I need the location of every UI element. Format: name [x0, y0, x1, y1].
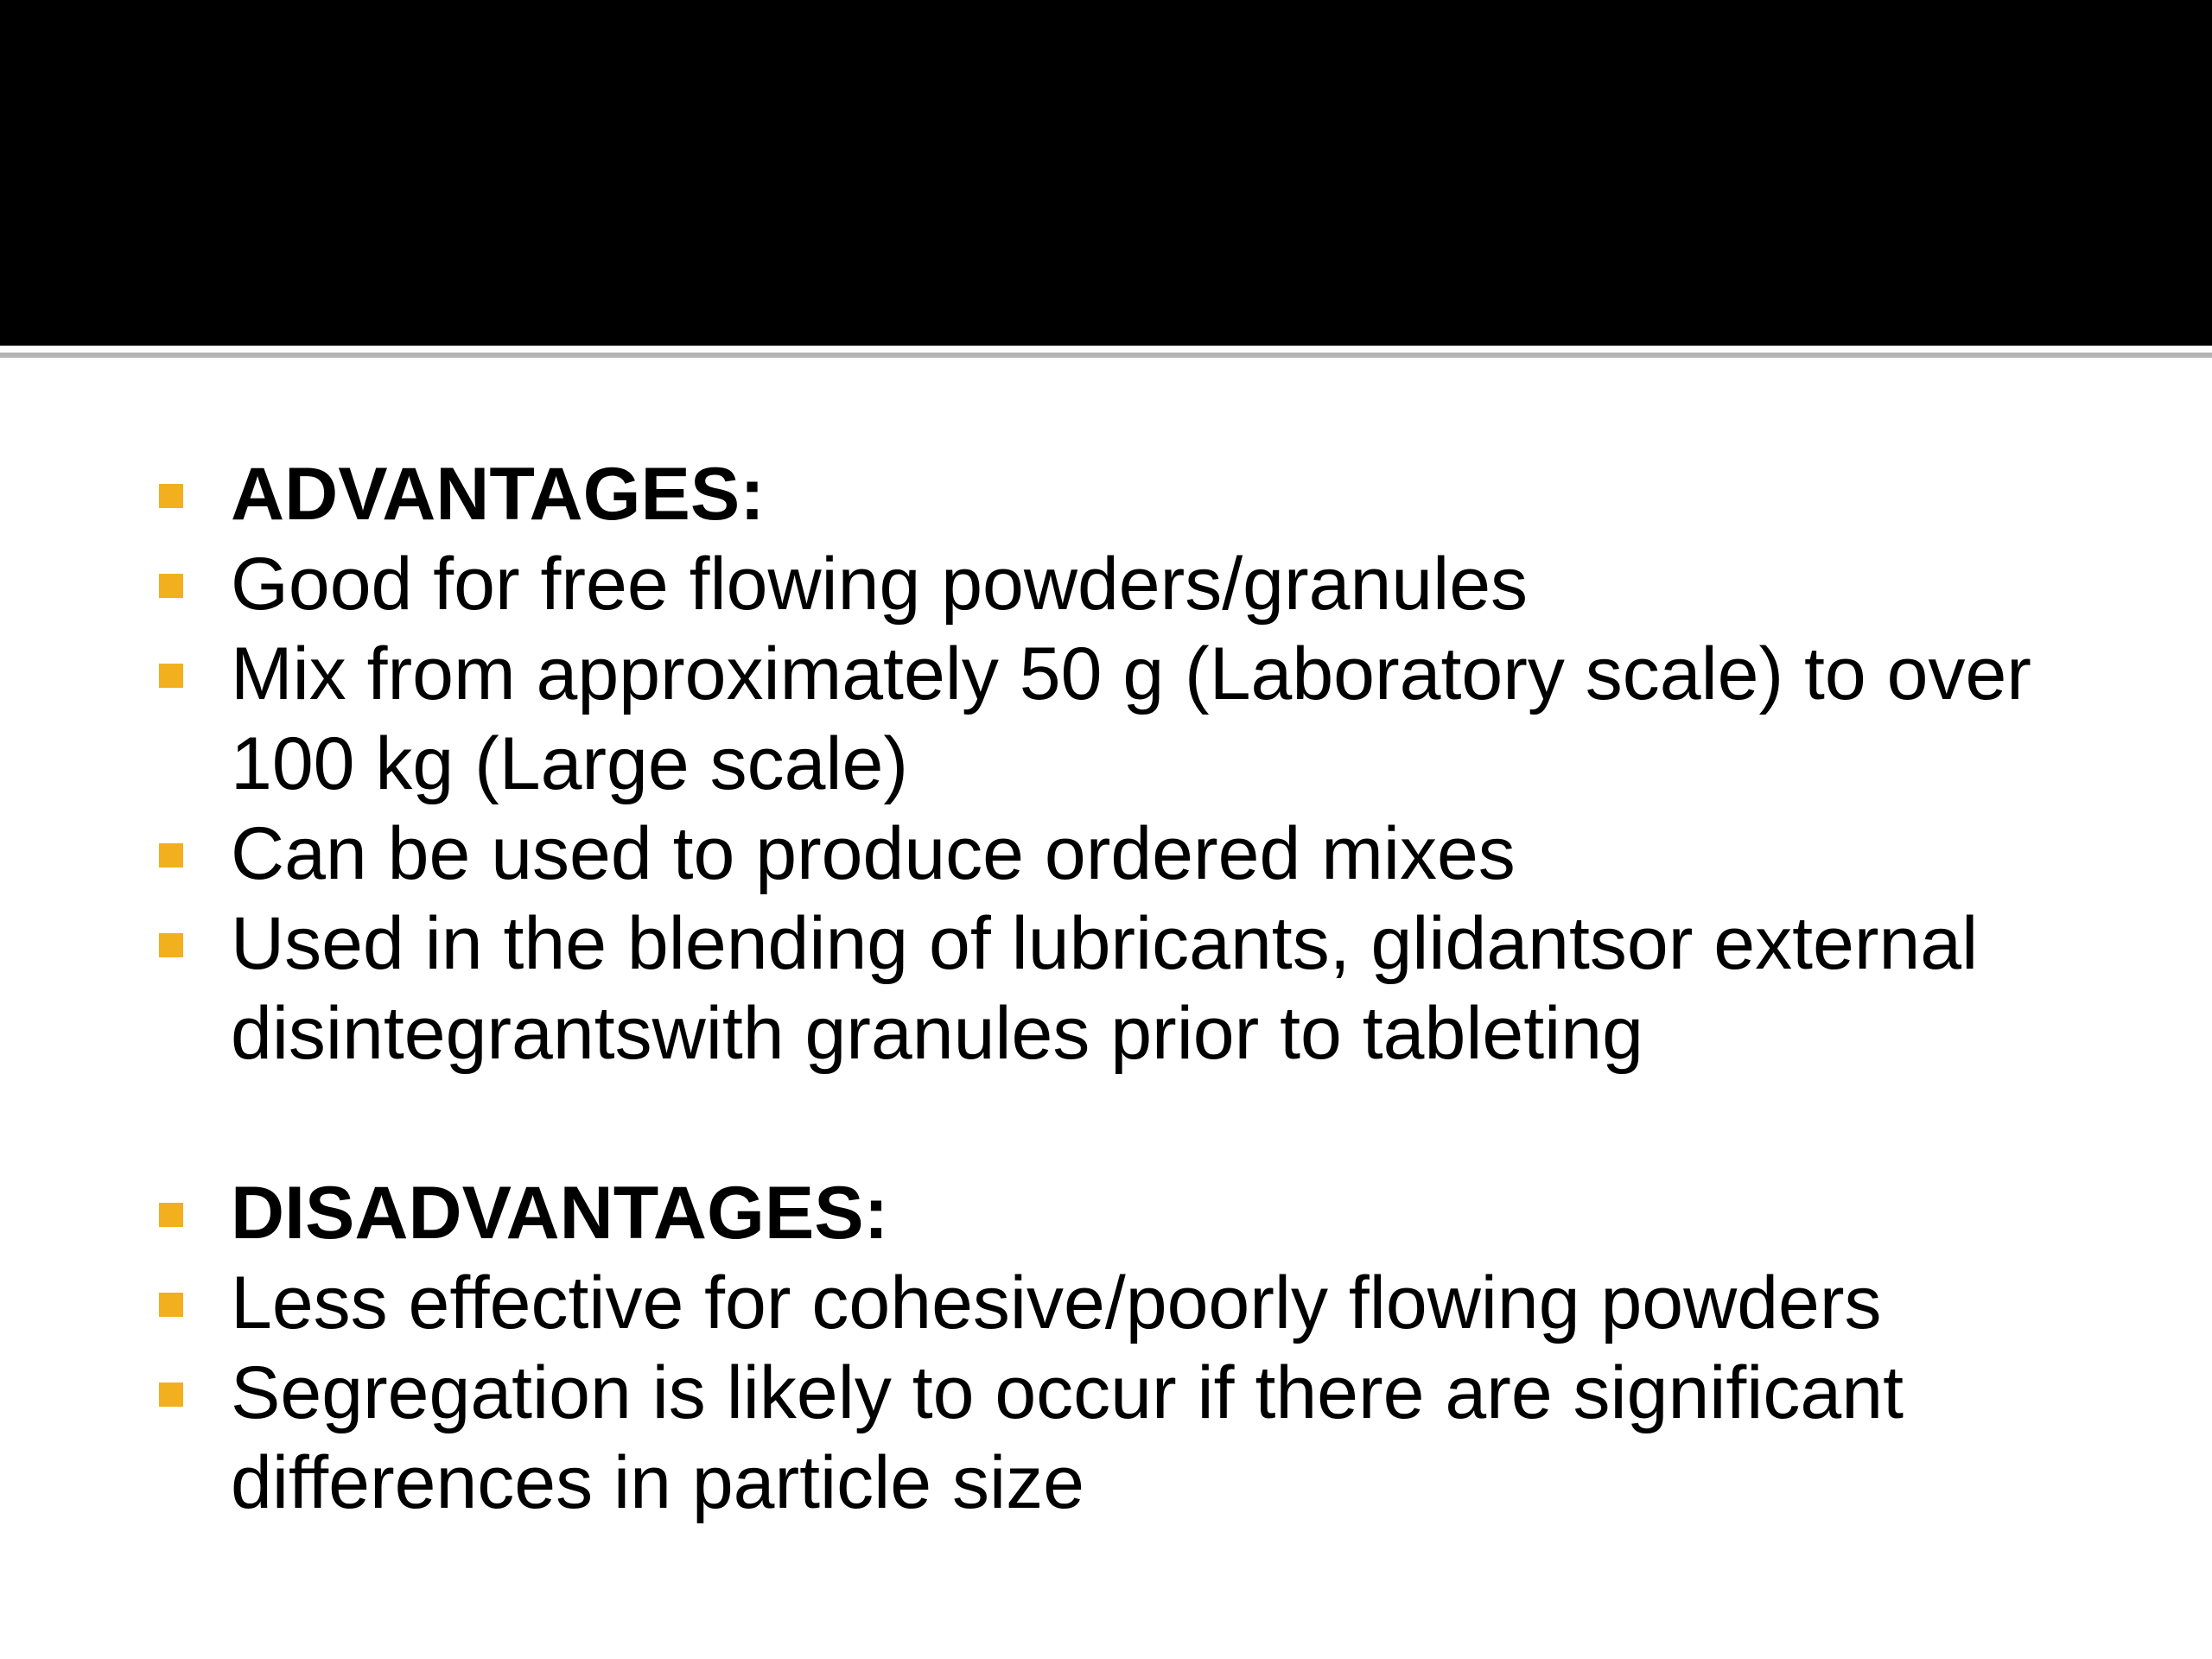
disadvantages-heading: [0, 1168, 2212, 1258]
bullet-text: DISADVANTAGES:: [231, 1172, 889, 1255]
section-spacer: [0, 1078, 2212, 1168]
disadvantage-item: [0, 1258, 2212, 1348]
bullet-text: Can be used to produce ordered mixes: [231, 812, 1516, 895]
disadvantage-item: [0, 1348, 2212, 1528]
square-bullet-icon: [159, 1382, 183, 1407]
bullet-text: Mix from approximately 50 g (Laboratory scale) to over 100 kg (Large scale): [231, 632, 2031, 805]
square-bullet-icon: [159, 1293, 183, 1317]
bullet-text: ADVANTAGES:: [231, 453, 765, 536]
square-bullet-icon: [159, 843, 183, 868]
bullet-text: Less effective for cohesive/poorly flowing powders: [231, 1262, 1882, 1344]
bullet-list: [0, 449, 2212, 1078]
bullet-text: Used in the blending of lubricants, glidantsor external disintegrantswith granules prior to tableting: [231, 902, 1979, 1075]
advantage-item: [0, 899, 2212, 1078]
bullet-text: Good for free flowing powders/granules: [231, 543, 1529, 626]
square-bullet-icon: [159, 574, 183, 598]
square-bullet-icon: [159, 664, 183, 688]
square-bullet-icon: [159, 933, 183, 957]
title-divider: [0, 353, 2212, 358]
advantage-item: [0, 809, 2212, 899]
square-bullet-icon: [159, 484, 183, 508]
title-band: [0, 0, 2212, 346]
bullet-text: Segregation is likely to occur if there are significant differences in particle size: [231, 1351, 1904, 1524]
bullet-list: [0, 1168, 2212, 1528]
square-bullet-icon: [159, 1203, 183, 1227]
slide-body: [0, 449, 2212, 1528]
advantage-item: [0, 539, 2212, 629]
advantages-heading: [0, 449, 2212, 539]
advantage-item: [0, 629, 2212, 809]
